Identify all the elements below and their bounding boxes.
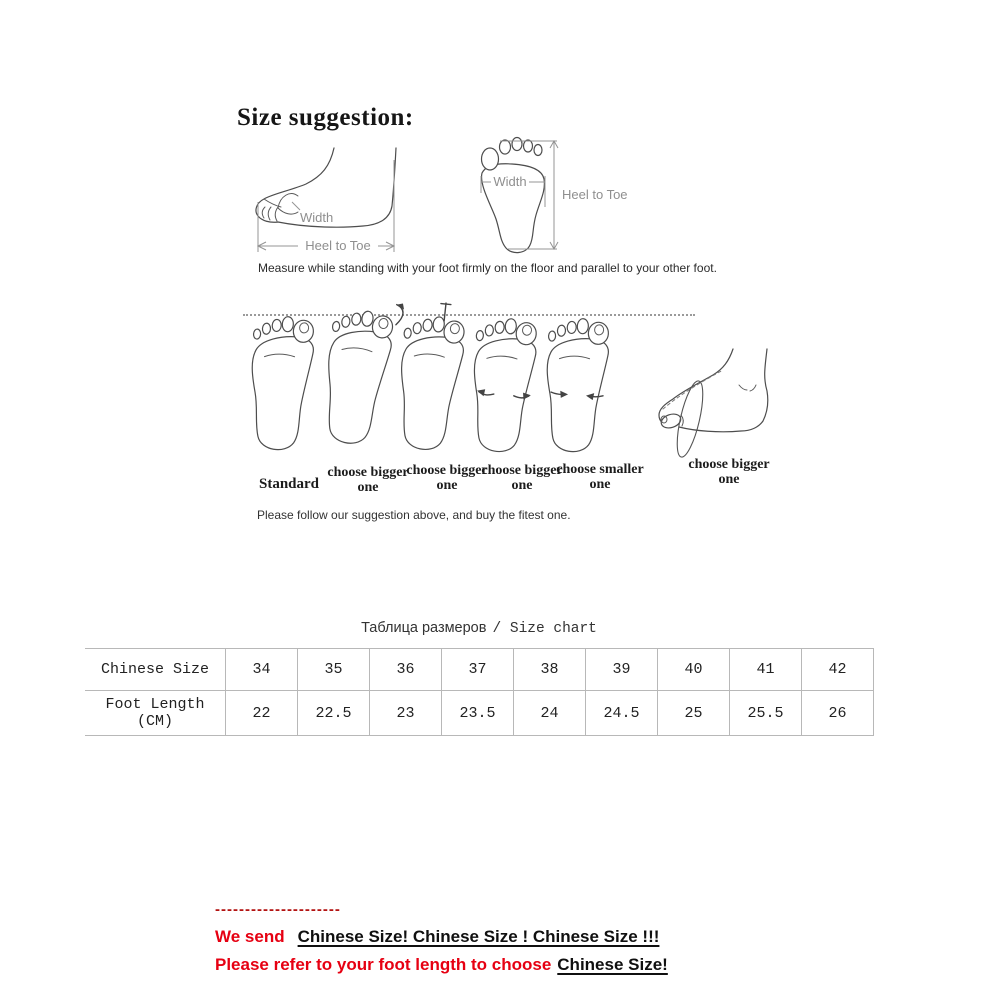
size-chart-title-ru: Таблица размеров [361, 620, 487, 636]
length-cell: 22.5 [298, 691, 370, 736]
notice-line-2-black: Chinese Size! [557, 955, 668, 974]
row-header: Foot Length (CM) [85, 691, 226, 736]
notice-line-1 [215, 927, 659, 947]
row-header: Chinese Size [85, 649, 226, 691]
diagram-title: Size suggestion: [237, 104, 414, 131]
footprint-label-2: choose bigger one [327, 465, 409, 495]
footprint-label-4: choose bigger one [481, 463, 563, 493]
length-cell: 23 [370, 691, 442, 736]
footprint-label-5: choose smaller one [556, 462, 644, 492]
footprint-label-standard: Standard [258, 476, 320, 492]
size-cell: 38 [514, 649, 586, 691]
length-cell: 24 [514, 691, 586, 736]
footprint-label-6: choose bigger one [688, 457, 770, 487]
size-chart-title [85, 620, 873, 637]
follow-note: Please follow our suggestion above, and buy the fitest one. [257, 508, 571, 522]
sole-foot-width-label: Width [493, 174, 527, 189]
sole-foot-heel-toe-label: Heel to Toe [562, 187, 628, 202]
notice-line-1-black: Chinese Size! Chinese Size ! Chinese Size !!! [297, 927, 660, 946]
size-cell: 35 [298, 649, 370, 691]
size-cell: 34 [226, 649, 298, 691]
size-chart-title-en: / Size chart [492, 621, 597, 637]
notice-divider-dashes: --------------------- [215, 901, 341, 918]
size-chart-table [85, 648, 874, 736]
table-row-foot-length [85, 691, 874, 736]
length-cell: 26 [802, 691, 874, 736]
length-cell: 25 [658, 691, 730, 736]
side-foot-heel-toe-label: Heel to Toe [305, 238, 371, 253]
size-cell: 41 [730, 649, 802, 691]
length-cell: 22 [226, 691, 298, 736]
footprint-label-3: choose bigger one [406, 463, 488, 493]
length-cell: 25.5 [730, 691, 802, 736]
length-cell: 23.5 [442, 691, 514, 736]
notice-line-2-red: Please refer to your foot length to choose [215, 955, 552, 974]
footprint-narrow [532, 297, 623, 464]
size-cell: 36 [370, 649, 442, 691]
size-cell: 39 [586, 649, 658, 691]
side-foot-measure-diagram [248, 138, 443, 260]
size-cell: 42 [802, 649, 874, 691]
notice-line-2 [215, 955, 668, 975]
table-row-chinese-size [85, 649, 874, 691]
size-cell: 40 [658, 649, 730, 691]
size-cell: 37 [442, 649, 514, 691]
sole-foot-measure-diagram [478, 133, 633, 261]
length-cell: 24.5 [586, 691, 658, 736]
measure-note: Measure while standing with your foot firmly on the floor and parallel to your other foot. [258, 261, 717, 275]
side-foot-instep [655, 347, 790, 472]
side-foot-width-label: Width [300, 210, 334, 225]
notice-line-1-red: We send [215, 927, 285, 946]
